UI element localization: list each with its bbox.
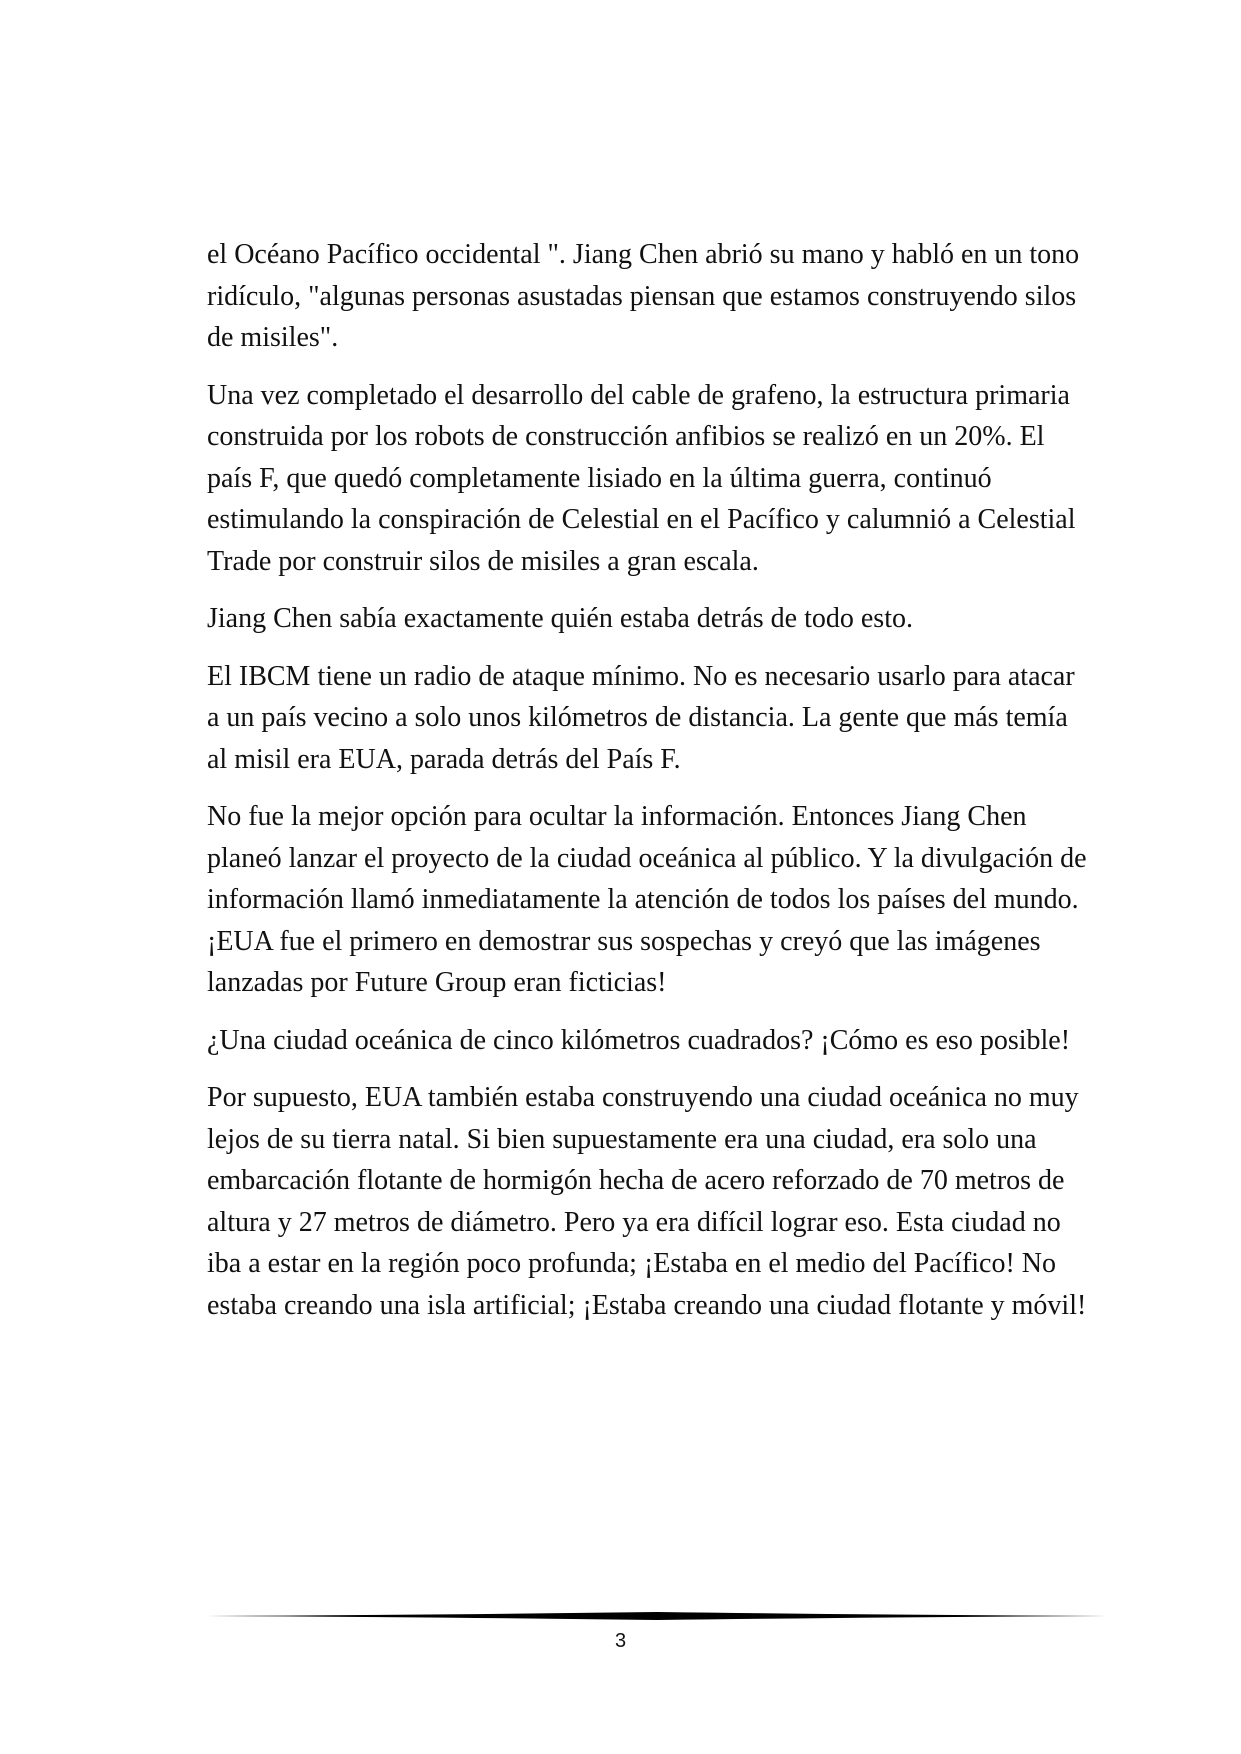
paragraph-5: No fue la mejor opción para ocultar la información. Entonces Jiang Chen planeó lanzar el proyecto de la ciudad oceánica al público. Y la divulgación de información llamó inmediatamente la atención de todos los países del mundo. ¡EUA fue el primero en demostrar sus sospechas y creyó que las imágenes lanzadas por Future Group eran ficticias! <box>207 801 1087 998</box>
paragraph-2: Una vez completado el desarrollo del cable de grafeno, la estructura primaria construida por los robots de construcción anfibios se realizó en un 20%. El país F, que quedó completamente lisiado en la última guerra, continuó estimulando la conspiración de Celestial en el Pacífico y calumnió a Celestial Trade por construir silos de misiles a gran escala. <box>207 379 1076 577</box>
paragraph-3: Jiang Chen sabía exactamente quién estaba detrás de todo esto. <box>207 603 913 634</box>
paragraph-1: el Océano Pacífico occidental ". Jiang Chen abrió su mano y habló en un tono ridículo, "algunas personas asustadas piensan que estamos construyendo silos de misiles". <box>207 239 1080 353</box>
paragraph-6: ¿Una ciudad oceánica de cinco kilómetros cuadrados? ¡Cómo es eso posible! <box>207 1024 1071 1056</box>
paragraph-4: El IBCM tiene un radio de ataque mínimo. No es necesario usarlo para atacar a un país vecino a solo unos kilómetros de distancia. La gente que más temía al misil era EUA, parada detrás del País F. <box>207 660 1075 775</box>
footer-divider <box>207 1610 1107 1622</box>
page-body <box>207 234 1087 1342</box>
page-number: 3 <box>614 1630 627 1652</box>
paragraph-7: Por supuesto, EUA también estaba construyendo una ciudad oceánica no muy lejos de su tierra natal. Si bien supuestamente era una ciudad, era solo una embarcación flotante de hormigón hecha de acero reforzado de 70 metros de altura y 27 metros de diámetro. Pero ya era difícil lograr eso. Esta ciudad no iba a estar en la región poco profunda; ¡Estaba en el medio del Pacífico! No estaba creando una isla artificial; ¡Estaba creando una ciudad flotante y móvil! <box>207 1082 1087 1321</box>
